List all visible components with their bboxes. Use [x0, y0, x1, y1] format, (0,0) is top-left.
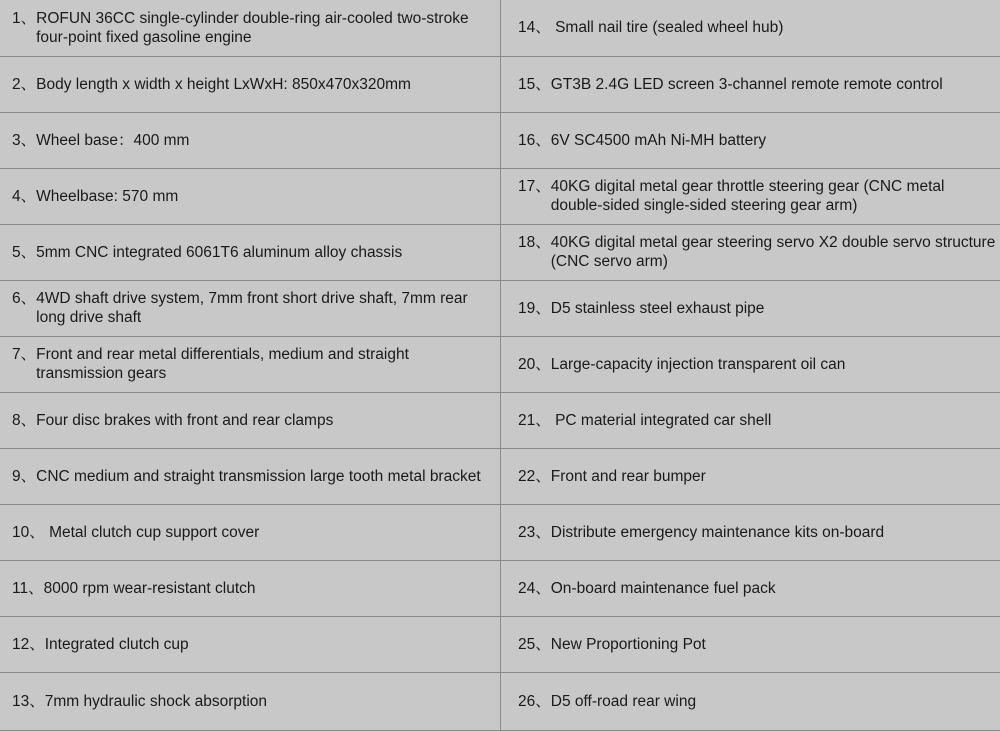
spec-cell	[0, 560, 501, 616]
spec-text: 4WD shaft drive system, 7mm front short drive shaft, 7mm rear long drive shaft	[36, 289, 496, 327]
table-row	[0, 672, 1000, 730]
spec-cell	[0, 336, 501, 392]
spec-cell	[501, 336, 1000, 392]
spec-number: 26、	[518, 692, 551, 711]
spec-text: 40KG digital metal gear throttle steering gear (CNC metal double-sided single-sided steering gear arm)	[551, 177, 996, 215]
table-row	[0, 224, 1000, 280]
spec-number: 16、	[518, 131, 551, 150]
spec-number: 11、	[12, 579, 44, 598]
spec-number: 15、	[518, 75, 551, 94]
spec-number: 9、	[12, 467, 36, 486]
spec-cell	[0, 672, 501, 730]
spec-cell	[0, 168, 501, 224]
table-row	[0, 616, 1000, 672]
spec-cell	[501, 616, 1000, 672]
spec-cell	[0, 224, 501, 280]
spec-text: D5 stainless steel exhaust pipe	[551, 299, 996, 318]
spec-number: 18、	[518, 233, 551, 271]
spec-cell	[501, 560, 1000, 616]
spec-number: 24、	[518, 579, 551, 598]
spec-number: 14、	[518, 18, 555, 37]
spec-cell	[0, 616, 501, 672]
spec-text: 6V SC4500 mAh Ni-MH battery	[551, 131, 996, 150]
spec-cell	[0, 448, 501, 504]
spec-cell	[0, 392, 501, 448]
spec-number: 23、	[518, 523, 551, 542]
spec-number: 21、	[518, 411, 555, 430]
spec-cell	[501, 672, 1000, 730]
spec-number: 20、	[518, 355, 551, 374]
table-row	[0, 0, 1000, 56]
table-row	[0, 280, 1000, 336]
spec-text: Wheelbase: 570 mm	[36, 187, 496, 206]
spec-text: PC material integrated car shell	[555, 411, 996, 430]
spec-number: 22、	[518, 467, 551, 486]
spec-text: Integrated clutch cup	[45, 635, 496, 654]
spec-number: 4、	[12, 187, 36, 206]
spec-cell	[501, 504, 1000, 560]
spec-text: 5mm CNC integrated 6061T6 aluminum alloy chassis	[36, 243, 496, 262]
spec-cell	[0, 280, 501, 336]
spec-text: Wheel base：400 mm	[36, 131, 496, 150]
spec-cell	[0, 56, 501, 112]
spec-text: 7mm hydraulic shock absorption	[45, 692, 496, 711]
spec-cell	[0, 504, 501, 560]
spec-text: D5 off-road rear wing	[551, 692, 996, 711]
spec-cell	[501, 112, 1000, 168]
spec-cell	[501, 56, 1000, 112]
spec-number: 25、	[518, 635, 551, 654]
spec-text: 40KG digital metal gear steering servo X2 double servo structure (CNC servo arm)	[551, 233, 996, 271]
spec-text: 8000 rpm wear-resistant clutch	[44, 579, 496, 598]
spec-cell	[501, 168, 1000, 224]
spec-cell	[0, 112, 501, 168]
spec-text: Large-capacity injection transparent oil can	[551, 355, 996, 374]
spec-text: ROFUN 36CC single-cylinder double-ring air-cooled two-stroke four-point fixed gasoline engine	[36, 9, 496, 47]
spec-number: 19、	[518, 299, 551, 318]
spec-text: Front and rear bumper	[551, 467, 996, 486]
spec-text: New Proportioning Pot	[551, 635, 996, 654]
spec-number: 13、	[12, 692, 45, 711]
table-row	[0, 336, 1000, 392]
spec-text: On-board maintenance fuel pack	[551, 579, 996, 598]
spec-text: Front and rear metal differentials, medium and straight transmission gears	[36, 345, 496, 383]
spec-number: 8、	[12, 411, 36, 430]
spec-number: 12、	[12, 635, 45, 654]
spec-cell	[501, 0, 1000, 56]
spec-cell	[501, 280, 1000, 336]
spec-number: 10、	[12, 523, 49, 542]
spec-text: Distribute emergency maintenance kits on-board	[551, 523, 996, 542]
table-row	[0, 392, 1000, 448]
spec-cell	[501, 448, 1000, 504]
spec-text: CNC medium and straight transmission large tooth metal bracket	[36, 467, 496, 486]
spec-text: Small nail tire (sealed wheel hub)	[555, 18, 996, 37]
spec-number: 1、	[12, 9, 36, 47]
spec-number: 7、	[12, 345, 36, 383]
spec-number: 17、	[518, 177, 551, 215]
spec-text: Metal clutch cup support cover	[49, 523, 496, 542]
table-row	[0, 56, 1000, 112]
spec-number: 2、	[12, 75, 36, 94]
spec-text: GT3B 2.4G LED screen 3-channel remote remote control	[551, 75, 996, 94]
spec-number: 6、	[12, 289, 36, 327]
table-row	[0, 112, 1000, 168]
spec-cell	[501, 392, 1000, 448]
table-row	[0, 168, 1000, 224]
spec-number: 5、	[12, 243, 36, 262]
table-row	[0, 504, 1000, 560]
table-row	[0, 560, 1000, 616]
spec-number: 3、	[12, 131, 36, 150]
table-row	[0, 448, 1000, 504]
spec-text: Four disc brakes with front and rear clamps	[36, 411, 496, 430]
spec-text: Body length x width x height LxWxH: 850x470x320mm	[36, 75, 496, 94]
spec-cell	[0, 0, 501, 56]
spec-cell	[501, 224, 1000, 280]
